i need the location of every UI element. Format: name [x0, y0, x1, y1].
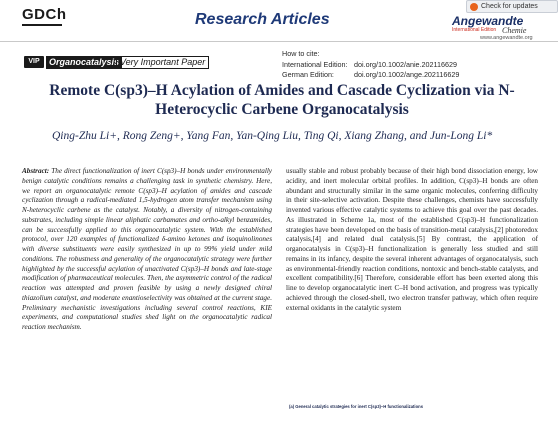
article-title: Remote C(sp3)–H Acylation of Amides and Cascade Cyclization via N-Heterocyclic Carbene Organocatalysis	[49, 82, 515, 118]
citation-block	[282, 49, 459, 81]
figure-caption: (a) General catalytic strategies for inert C(sp3)–H functionalizations	[289, 404, 424, 409]
body-text-column: usually stable and robust probably because of their high bond dissociation energy, low acidity, and inert molecular orbital profiles. In addition, C(sp3)–H bonds are often abundant and structurally similar in the same organic molecules, conferring difficulty in their site-selective activation. Despite these challenges, chemists have successfully invented various effective catalytic systems to achieve this goal over the past decades. As illustrated in Scheme 1a, most of the established C(sp3)–H functionalization strategies have been developed on the basis of transition-metal catalysis,[2] photoredox catalysis,[4] and related dual catalysis.[5] By contrast, the application of organocatalysis in C(sp3)–H functionalization is generally less studied and still remains in its infancy, despite the several inherent advantages of organocatalysis, such as environmental-friendly reaction conditions, nontoxic and bench-stable catalysts, and excellent compatibility.[6] Therefore, considerable effort has been exerted along this line to develop organocatalytic inert C–H bond activation, and progress was typically achieved through the closed-shell, two electron transfer pathway, which often require external oxidants in the catalytic system	[286, 167, 538, 312]
citation-label: International Edition:	[282, 59, 348, 69]
citation-label: German Edition:	[282, 70, 334, 79]
check-for-updates-label: Check for updates	[481, 3, 538, 10]
citation-row-german	[282, 70, 459, 81]
publisher-logo: GDCh	[22, 6, 67, 23]
journal-url-link[interactable]: www.angewandte.org	[480, 35, 533, 41]
importance-tag: Very Important Paper	[116, 56, 209, 69]
vip-badge: VIP	[24, 56, 44, 68]
citation-row-international	[282, 60, 459, 71]
journal-section-heading: Research Articles	[195, 11, 330, 28]
doi-link-german[interactable]: doi.org/10.1002/ange.202116629	[354, 70, 460, 79]
publisher-logo-underline	[22, 24, 62, 26]
check-for-updates-button[interactable]	[466, 0, 558, 13]
doi-link-international[interactable]: doi.org/10.1002/anie.202116629	[354, 59, 457, 69]
abstract-lead: Abstract:	[22, 167, 50, 175]
abstract-column	[22, 167, 272, 333]
article-authors: Qing-Zhu Li+, Rong Zeng+, Yang Fan, Yan-Qing Liu, Ting Qi, Xiang Zhang, and Jun-Long Li*	[52, 130, 493, 142]
section-tag: Organocatalysis	[46, 56, 122, 69]
citation-heading: How to cite:	[282, 49, 320, 58]
journal-logo: Angewandte	[452, 14, 524, 28]
crossmark-icon	[470, 3, 478, 11]
journal-logo-edition: International Edition	[452, 27, 497, 33]
journal-logo-chemie: Chemie	[502, 26, 527, 35]
header-divider	[0, 41, 558, 42]
abstract-text: The direct functionalization of inert C(sp3)–H bonds under environmentally benign catalytic conditions remains a challenging task in synthetic chemistry. Here, we report an organocatalytic remote C(sp3)–H acylation of amides and cascade cyclization through a radical-mediated 1,5-hydrogen atom transfer mechanism using N-heterocyclic carbene as the catalyst. Notably, a diversity of nitrogen-containing substrates, including simple linear aliphatic carbamates and ortho-alkyl benzamides, can be successfully applied to this organocatalytic system. With the established protocol, over 120 examples of functionalized δ-amino ketones and isoquinolinones with diverse substituents were easily synthesized in up to 99% yield under mild conditions. The robustness and generality of the organocatalytic strategy were further highlighted by the successful acylation of unactivated C(sp3)–H bonds and late-stage modification of pharmaceutical molecules. Then, the asymmetric control of the radical reaction was attempted and proven feasible by using a newly designed chiral thiazolium catalyst, and moderate enantioselectivity was obtained at the current stage. Preliminary mechanistic investigations including several control reactions, KIE experiments, and computational studies shed light on the organocatalytic radical reaction mechanism.	[22, 167, 273, 331]
